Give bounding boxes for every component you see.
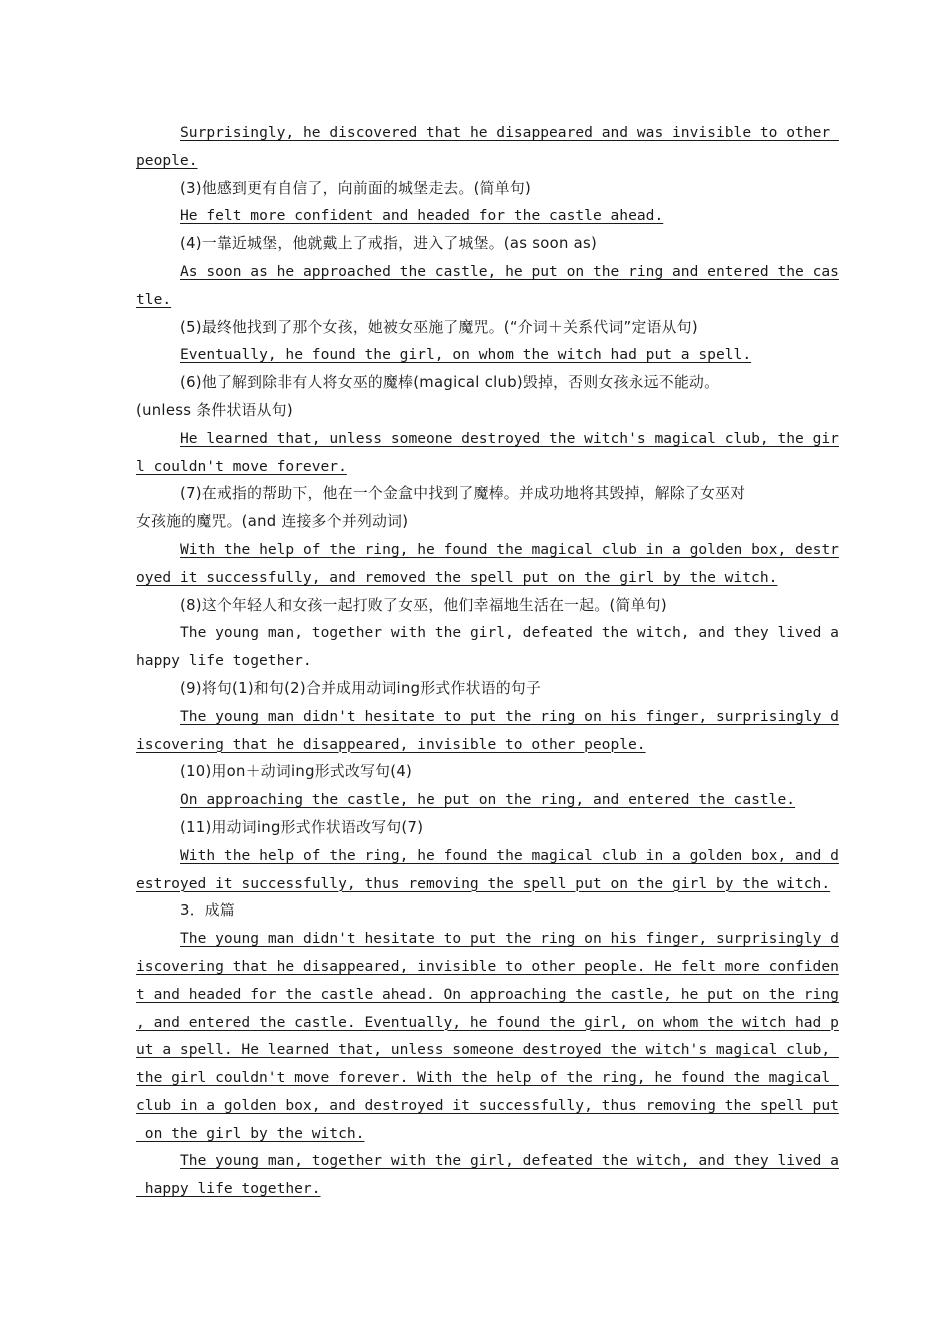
text-line [136,1175,813,1203]
answer-text: l couldn't move forever. [136,457,347,475]
answer-text: With the help of the ring, he found the magical club in a golden box, destr [180,540,839,558]
text-line [136,731,813,759]
text-line [136,1036,839,1064]
answer-text: oyed it successfully, and removed the spell put on the girl by the witch. [136,568,778,586]
answer-text: iscovering that he disappeared, invisible to other people. [136,735,646,753]
text-line [136,397,813,425]
prompt-text: The young man, together with the girl, defeated the witch, and they lived a [180,624,839,642]
answer-text: As soon as he approached the castle, he put on the ring and entered the cas [180,262,839,280]
prompt-text: 女孩施的魔咒。(and 连接多个并列动词) [136,513,409,531]
prompt-text: (unless 条件状语从句) [136,401,293,419]
text-line [136,286,813,314]
prompt-text: (6)他了解到除非有人将女巫的魔棒(magical club)毁掉，否则女孩永远不能动。 [180,374,720,392]
text-line [136,1092,839,1120]
text-line [136,119,839,147]
answer-text: on the girl by the witch. [136,1124,365,1142]
answer-text: people. [136,151,198,169]
answer-text: On approaching the castle, he put on the ring, and entered the castle. [180,791,796,809]
text-line [136,786,813,814]
text-line [136,703,839,731]
answer-text: tle. [136,290,172,308]
prompt-text: (3)他感到更有自信了，向前面的城堡走去。(简单句) [180,179,532,197]
answer-text: club in a golden box, and destroyed it successfully, thus removing the spell put [136,1096,839,1114]
text-line [136,314,813,342]
text-line [136,953,839,981]
text-line [136,925,839,953]
text-line [136,536,839,564]
text-line [136,870,831,898]
answer-text: He felt more confident and headed for the castle ahead. [180,207,664,225]
prompt-text: 3．成篇 [180,902,236,920]
answer-text: With the help of the ring, he found the magical club in a golden box, and d [180,846,839,864]
text-line [136,619,839,647]
answer-text: iscovering that he disappeared, invisible to other people. He felt more confiden [136,957,839,975]
text-line [136,675,813,703]
text-line [136,592,813,620]
prompt-text: happy life together. [136,652,312,670]
prompt-text: (11)用动词ing形式作状语改写句(7) [180,818,424,836]
text-line [136,258,839,286]
text-line [136,147,813,175]
prompt-text: (5)最终他找到了那个女孩，她被女巫施了魔咒。(“介词＋关系代词”定语从句) [180,318,698,336]
text-line [136,425,839,453]
text-line [136,564,813,592]
text-line [136,758,813,786]
text-line [136,508,813,536]
answer-text: the girl couldn't move forever. With the help of the ring, he found the magical [136,1069,839,1087]
text-line [136,341,813,369]
prompt-text: (4)一靠近城堡，他就戴上了戒指，进入了城堡。(as soon as) [180,235,598,253]
answer-text: , and entered the castle. Eventually, he found the girl, on whom the witch had p [136,1013,839,1031]
text-line [136,230,813,258]
answer-text: The young man didn't hesitate to put the ring on his finger, surprisingly d [180,930,839,948]
prompt-text: (8)这个年轻人和女孩一起打败了女巫，他们幸福地生活在一起。(简单句) [180,596,667,614]
answer-text: The young man, together with the girl, defeated the witch, and they lived a [180,1152,839,1170]
text-line [136,897,813,925]
document-page [136,119,839,1203]
text-line [136,369,813,397]
text-line [136,814,813,842]
answer-text: He learned that, unless someone destroyed the witch's magical club, the gir [180,429,839,447]
answer-text: ut a spell. He learned that, unless someone destroyed the witch's magical club, [136,1041,839,1059]
answer-text: The young man didn't hesitate to put the ring on his finger, surprisingly d [180,707,839,725]
text-line [136,842,839,870]
answer-text: happy life together. [136,1180,321,1198]
text-line [136,1120,813,1148]
prompt-text: (7)在戒指的帮助下，他在一个金盒中找到了魔棒。并成功地将其毁掉，解除了女巫对 [180,485,746,503]
answer-text: estroyed it successfully, thus removing the spell put on the girl by the witch. [136,874,831,892]
answer-text: Surprisingly, he discovered that he disappeared and was invisible to other [180,124,839,141]
prompt-text: (10)用on＋动词ing形式改写句(4) [180,763,413,781]
prompt-text: (9)将句(1)和句(2)合并成用动词ing形式作状语的句子 [180,679,542,697]
answer-text: t and headed for the castle ahead. On approaching the castle, he put on the ring [136,985,839,1003]
text-line [136,175,813,203]
text-line [136,480,813,508]
text-line [136,1064,839,1092]
text-line [136,981,839,1009]
text-line [136,647,813,675]
text-line [136,202,813,230]
text-line [136,453,813,481]
text-line [136,1147,839,1175]
text-line [136,1009,839,1037]
answer-text: Eventually, he found the girl, on whom the witch had put a spell. [180,346,752,364]
